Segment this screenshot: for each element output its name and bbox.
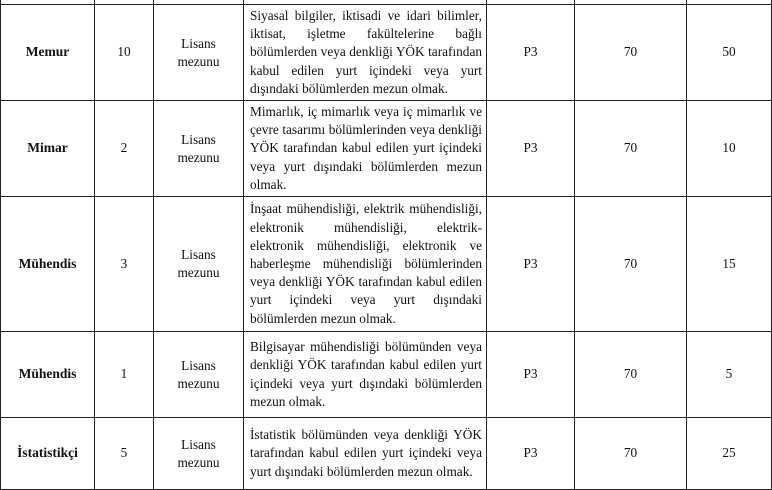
min-score: 70	[575, 197, 687, 332]
qualification-text: Mimarlık, iç mimarlık veya iç mimarlık ve çevre tasarımı bölümlerinden veya denkliği YÖK tarafından kabul edilen yurt içindeki veya yurt dışındaki bölümlerden mezun olmak.	[244, 101, 487, 197]
quota: 10	[687, 101, 772, 197]
qualification-text: Siyasal bilgiler, iktisadi ve idari bilimler, iktisat, işletme fakültelerine bağlı bölümlerden veya denkliği YÖK tarafından kabul edilen yurt içindeki veya yurt dışındaki bölümlerden mezun olmak.	[244, 5, 487, 101]
score-type: P3	[487, 332, 575, 418]
table-row	[1, 332, 772, 418]
position-title: Memur	[1, 5, 95, 101]
position-count: 3	[95, 197, 154, 332]
quota: 5	[687, 332, 772, 418]
position-title: Mimar	[1, 101, 95, 197]
position-count: 10	[95, 5, 154, 101]
position-title: İstatistikçi	[1, 418, 95, 490]
position-title: Mühendis	[1, 197, 95, 332]
position-title: Mühendis	[1, 332, 95, 418]
min-score: 70	[575, 332, 687, 418]
education-level: Lisans mezunu	[154, 332, 244, 418]
education-level: Lisans mezunu	[154, 197, 244, 332]
education-level: Lisans mezunu	[154, 101, 244, 197]
position-count: 5	[95, 418, 154, 490]
qualification-text: İstatistik bölümünden veya denkliği YÖK tarafından kabul edilen yurt içindeki veya yurt dışındaki bölümlerden mezun olmak.	[244, 418, 487, 490]
min-score: 70	[575, 101, 687, 197]
min-score: 70	[575, 5, 687, 101]
education-level: Lisans mezunu	[154, 5, 244, 101]
table-row	[1, 418, 772, 490]
qualification-text: Bilgisayar mühendisliği bölümünden veya denkliği YÖK tarafından kabul edilen yurt içindeki veya yurt dışındaki bölümlerden mezun olmak.	[244, 332, 487, 418]
score-type: P3	[487, 418, 575, 490]
score-type: P3	[487, 101, 575, 197]
score-type: P3	[487, 197, 575, 332]
table-row	[1, 5, 772, 101]
quota: 25	[687, 418, 772, 490]
position-count: 1	[95, 332, 154, 418]
position-count: 2	[95, 101, 154, 197]
quota: 15	[687, 197, 772, 332]
score-type: P3	[487, 5, 575, 101]
quota: 50	[687, 5, 772, 101]
min-score: 70	[575, 418, 687, 490]
education-level: Lisans mezunu	[154, 418, 244, 490]
table-row	[1, 101, 772, 197]
qualification-text: İnşaat mühendisliği, elektrik mühendisliği, elektronik mühendisliği, elektrik-elektronik mühendisliği, elektronik ve haberleşme mühendisliği bölümlerinden veya denkliği YÖK tarafından kabul edilen yurt içindeki veya yurt dışındaki bölümlerden mezun olmak.	[244, 197, 487, 332]
table-row	[1, 197, 772, 332]
